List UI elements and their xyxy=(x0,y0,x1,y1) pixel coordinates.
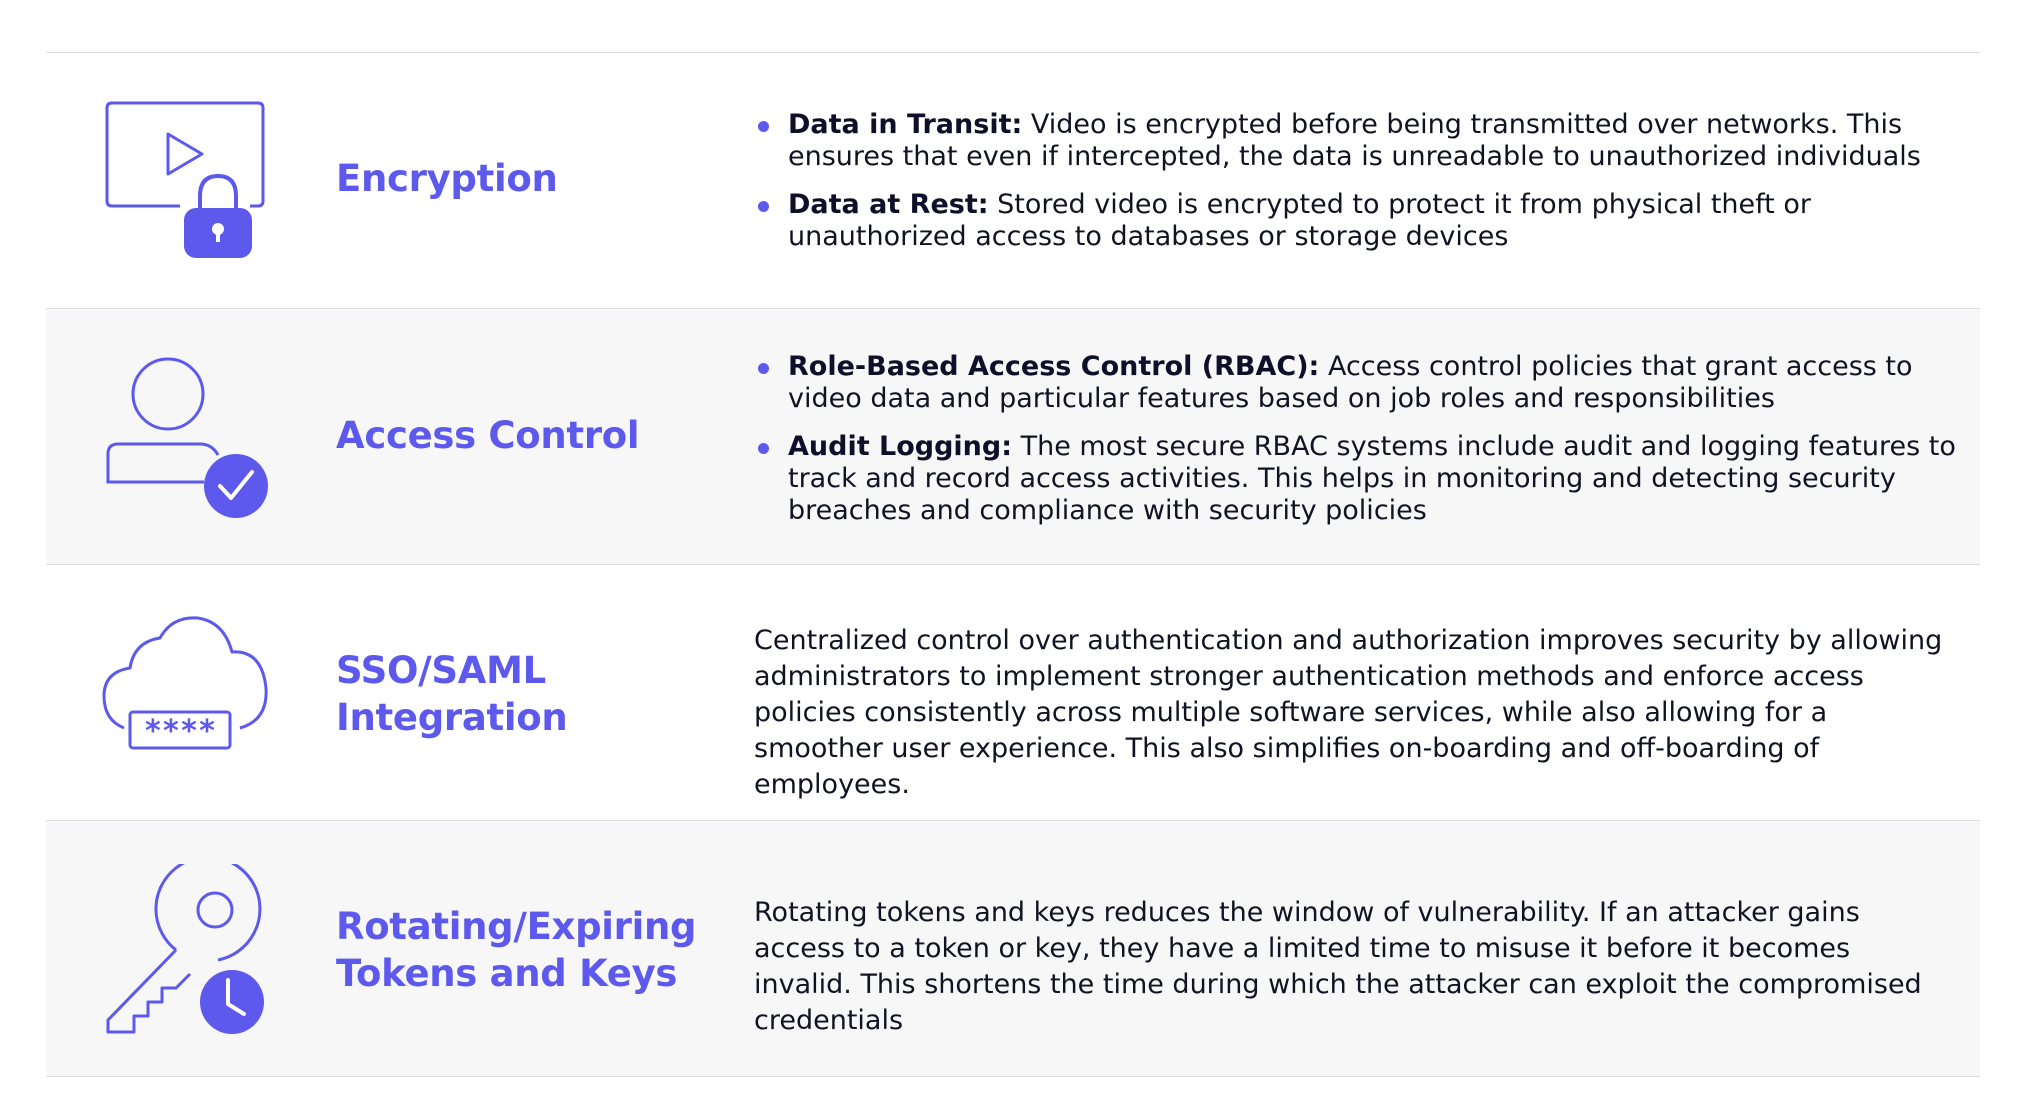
title-line: Tokens and Keys xyxy=(336,952,678,995)
bullet-dot-icon xyxy=(758,363,769,374)
password-mask-text: **** xyxy=(143,714,217,749)
title-line: Integration xyxy=(336,696,568,739)
key-clock-icon xyxy=(100,864,270,1034)
bullet-item xyxy=(756,431,1956,527)
bullet-text: Stored video is encrypted to protect it from physical theft or unauthorized access to databases or storage devices xyxy=(788,189,1811,252)
bullet-label: Data at Rest: xyxy=(788,189,989,220)
bullet-list xyxy=(756,109,1956,269)
row-title xyxy=(336,903,736,997)
bullet-item xyxy=(756,109,1956,173)
security-features-table xyxy=(46,52,1980,1077)
row-access-control xyxy=(46,309,1980,565)
bullet-label: Audit Logging: xyxy=(788,431,1013,462)
bullet-dot-icon xyxy=(758,201,769,212)
cloud-password-icon xyxy=(100,608,270,778)
bullet-label: Role-Based Access Control (RBAC): xyxy=(788,351,1320,382)
title-line: SSO/SAML xyxy=(336,649,546,692)
bullet-list xyxy=(756,351,1956,543)
video-lock-icon xyxy=(100,96,270,266)
row-title xyxy=(336,647,736,741)
title-line: Encryption xyxy=(336,157,558,200)
bullet-text: Video is encrypted before being transmitted over networks. This ensures that even if intercepted, the data is unreadable to unauthorized individuals xyxy=(788,109,1921,172)
row-rotating-tokens xyxy=(46,821,1980,1077)
row-title xyxy=(336,155,736,202)
bullet-text: Access control policies that grant access to video data and particular features based on job roles and responsibilities xyxy=(788,351,1913,414)
row-description: Centralized control over authentication and authorization improves security by allowing administrators to implement stronger authentication methods and enforce access policies consistently across multiple software services, while also allowing for a smoother user experience. This also simplifies on-boarding and off-boarding of employees. xyxy=(754,625,1943,800)
title-line: Rotating/Expiring xyxy=(336,905,697,948)
bullet-text: The most secure RBAC systems include audit and logging features to track and record access activities. This helps in monitoring and detecting security breaches and compliance with security policies xyxy=(788,431,1956,526)
user-check-icon xyxy=(100,352,270,522)
row-encryption xyxy=(46,53,1980,309)
title-line: Access Control xyxy=(336,414,640,457)
bullet-item xyxy=(756,189,1956,253)
row-description: Rotating tokens and keys reduces the window of vulnerability. If an attacker gains access to a token or key, they have a limited time to misuse it before it becomes invalid. This shortens the time during which the attacker can exploit the compromised credentials xyxy=(754,897,1922,1036)
row-sso-saml xyxy=(46,565,1980,821)
row-title xyxy=(336,412,736,459)
bullet-dot-icon xyxy=(758,443,769,454)
bullet-item xyxy=(756,351,1956,415)
bullet-dot-icon xyxy=(758,121,769,132)
bullet-label: Data in Transit: xyxy=(788,109,1023,140)
